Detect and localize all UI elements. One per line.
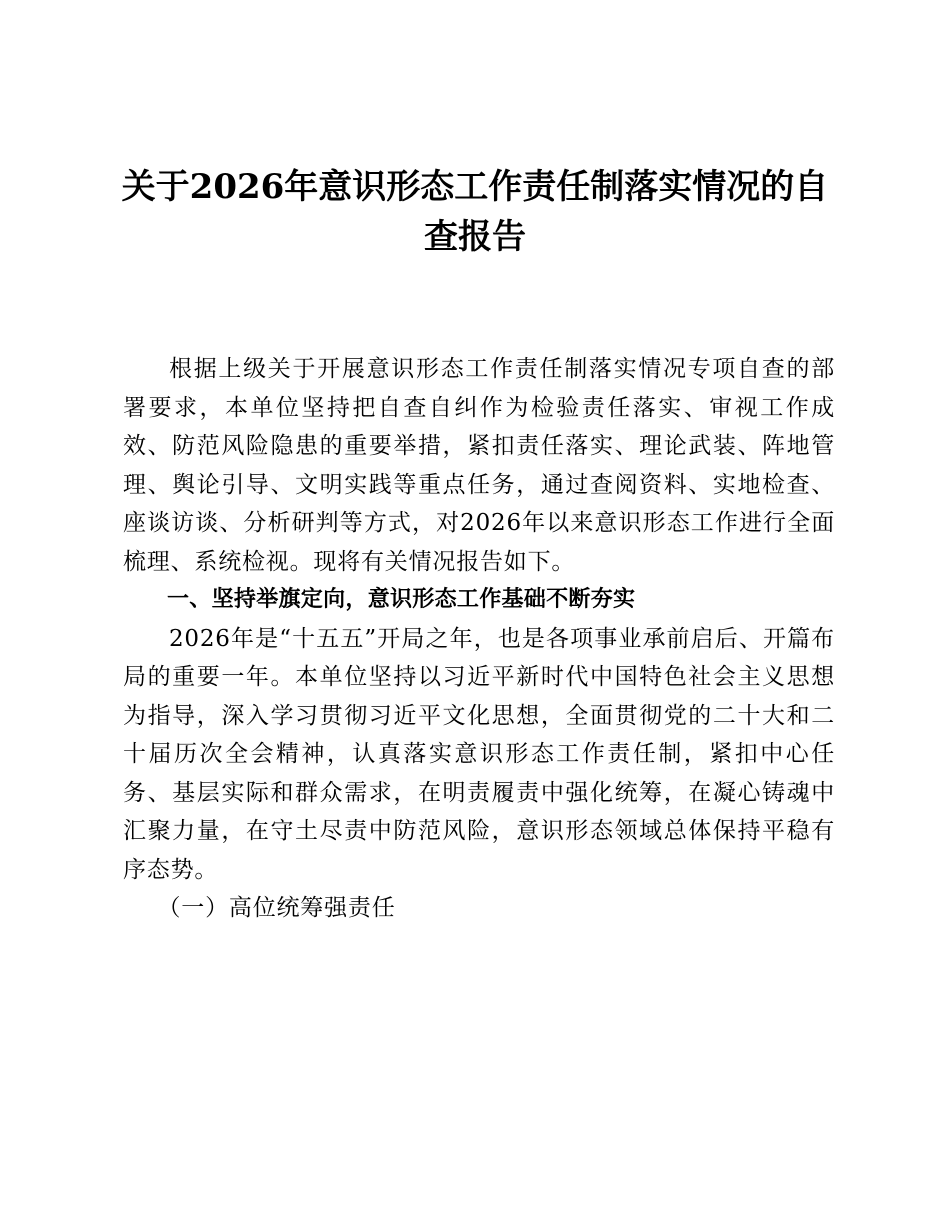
intro-paragraph: 根据上级关于开展意识形态工作责任制落实情况专项自查的部署要求，本单位坚持把自查自纠作为检验责任落实、审视工作成效、防范风险隐患的重要举措，紧扣责任落实、理论武装、阵地管理、舆论引导、文明实践等重点任务，通过查阅资料、实地检查、座谈访谈、分析研判等方式，对2026年以来意识形态工作进行全面梳理、系统检视。现将有关情况报告如下。 bbox=[123, 356, 835, 575]
document-body bbox=[123, 350, 835, 928]
document-title: 关于2026年意识形态工作责任制落实情况的自查报告 bbox=[121, 167, 829, 257]
section-heading-1: 一、坚持举旗定向，意识形态工作基础不断夯实 bbox=[167, 587, 636, 612]
section-1-paragraph: 2026年是“十五五”开局之年，也是各项事业承前启后、开篇布局的重要一年。本单位坚持以习近平新时代中国特色社会主义思想为指导，深入学习贯彻习近平文化思想，全面贯彻党的二十大和二十届历次全会精神，认真落实意识形态工作责任制，紧扣中心任务、基层实际和群众需求，在明责履责中强化统筹，在凝心铸魂中汇聚力量，在守土尽责中防范风险，意识形态领域总体保持平稳有序态势。 bbox=[123, 625, 835, 883]
subsection-heading-1: （一）高位统筹强责任 bbox=[157, 895, 396, 921]
